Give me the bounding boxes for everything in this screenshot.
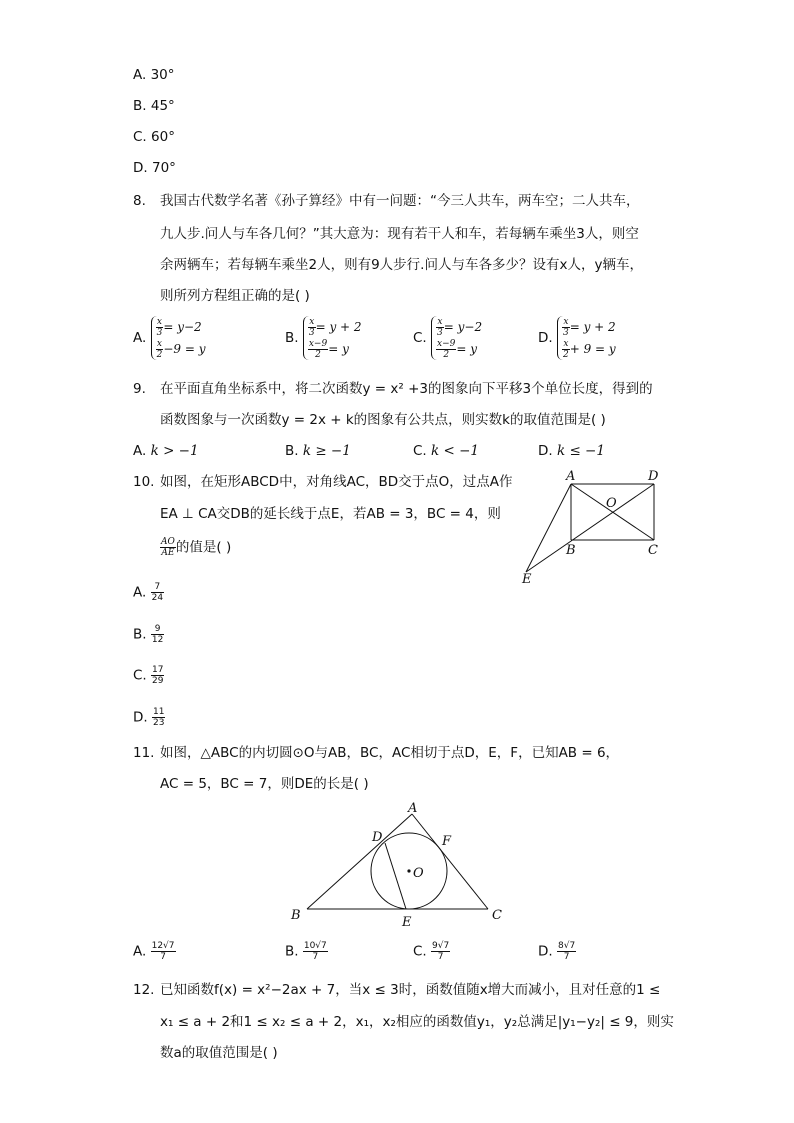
label-o: O — [606, 496, 617, 511]
label-o: O — [413, 866, 424, 881]
q9-line-1: 在平面直角坐标系中，将二次函数y = x² +3的图象向下平移3个单位长度，得到的 — [160, 381, 653, 397]
q9-option-c: C. k < −1 — [413, 443, 479, 459]
label-c: C — [648, 543, 658, 558]
label-b: B — [291, 908, 301, 923]
label-c: C — [492, 908, 502, 923]
label-d: D — [648, 469, 659, 484]
q8-option-a: A. $\frac{x}{3}$ = y−2 $\frac{x}{2}$ −9 = y — [133, 317, 206, 360]
line-ba — [307, 814, 412, 909]
q9-line-2: 函数图象与一次函数y = 2x + k的图象有公共点，则实数k的取值范围是( ) — [160, 412, 606, 428]
label-f: F — [442, 834, 452, 849]
q9-number: 9. — [133, 381, 146, 397]
q8-line-4: 则所列方程组正确的是( ) — [160, 288, 310, 304]
q8-line-2: 九人步.问人与车各几何？”其大意为：现有若干人和车，若每辆车乘坐3人，则空 — [160, 226, 639, 242]
q11-figure — [285, 797, 510, 932]
q7-option-a: A. 30° — [133, 67, 175, 83]
q8-option-b: B. $\frac{x}{3}$ = y + 2 $\frac{x-9}{2}$ = y — [285, 317, 362, 360]
q10-line-2: EA ⊥ CA交DB的延长线于点E，若AB = 3，BC = 4，则 — [160, 506, 501, 522]
label-e: E — [522, 572, 532, 586]
q11-option-d: D. $\frac{8√7}{7}$ — [538, 941, 576, 962]
center-point-o — [407, 869, 410, 872]
q12-line-2: x₁ ≤ a + 2和1 ≤ x₂ ≤ a + 2，x₁，x₂相应的函数值y₁，y₂总满足|y₁−y₂| ≤ 9，则实 — [160, 1014, 674, 1030]
q11-option-c: C. $\frac{9√7}{7}$ — [413, 941, 450, 962]
label-d: D — [372, 830, 383, 845]
q10-option-d: D. $\frac{11}{23}$ — [133, 707, 165, 728]
q10-number: 10. — [133, 474, 155, 490]
line-ac — [412, 814, 488, 909]
q11-option-b: B. $\frac{10√7}{7}$ — [285, 941, 327, 962]
q8-number: 8. — [133, 193, 146, 209]
q10-option-a: A. $\frac{7}{24}$ — [133, 582, 164, 603]
line-de — [385, 843, 406, 909]
q8-line-3: 余两辆车；若每辆车乘坐2人，则有9人步行.问人与车各多少？设有x人，y辆车， — [160, 257, 643, 273]
q7-option-c: C. 60° — [133, 129, 175, 145]
q12-number: 12. — [133, 982, 155, 998]
line-ae — [526, 484, 571, 572]
q8-option-d: D. $\frac{x}{3}$ = y + 2 $\frac{x}{2}$ + 9 = y — [538, 317, 616, 360]
q10-line-1: 如图，在矩形ABCD中，对角线AC，BD交于点O，过点A作 — [160, 474, 513, 490]
q10-line-3: $\frac{AO}{AE}$ 的值是( ) — [161, 537, 232, 558]
q7-option-b: B. 45° — [133, 98, 175, 114]
q10-figure — [518, 466, 668, 586]
q7-option-d: D. 70° — [133, 160, 176, 176]
q8-option-c: C. $\frac{x}{3}$ = y−2 $\frac{x-9}{2}$ = y — [413, 317, 483, 360]
label-b: B — [566, 543, 576, 558]
q11-option-a: A. $\frac{12√7}{7}$ — [133, 941, 175, 962]
label-a: A — [566, 469, 576, 484]
q11-line-1: 如图，△ABC的内切圆⊙O与AB，BC，AC相切于点D，E，F，已知AB = 6， — [160, 745, 620, 761]
q10-option-b: B. $\frac{9}{12}$ — [133, 624, 164, 645]
q9-option-a: A. k > −1 — [133, 443, 199, 459]
q12-line-1: 已知函数f(x) = x²−2ax + 7，当x ≤ 3时，函数值随x增大而减小，且对任意的1 ≤ — [160, 982, 661, 998]
q10-option-c: C. $\frac{17}{29}$ — [133, 665, 164, 686]
q12-line-3: 数a的取值范围是( ) — [160, 1045, 278, 1061]
q11-line-2: AC = 5，BC = 7，则DE的长是( ) — [160, 776, 369, 792]
label-e: E — [402, 915, 412, 930]
label-a: A — [408, 801, 418, 816]
q11-number: 11. — [133, 745, 155, 761]
q9-option-d: D. k ≤ −1 — [538, 443, 605, 459]
q9-option-b: B. k ≥ −1 — [285, 443, 351, 459]
q8-line-1: 我国古代数学名著《孙子算经》中有一问题：“今三人共车，两车空；二人共车， — [160, 193, 640, 209]
